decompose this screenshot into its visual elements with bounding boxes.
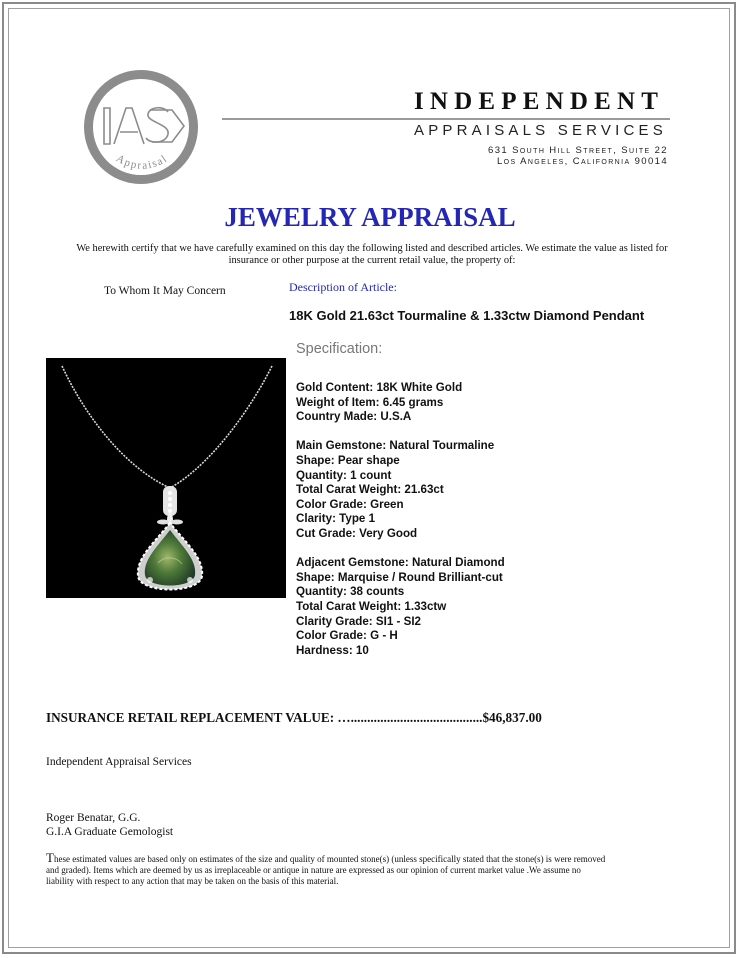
spec-country: Country Made: U.S.A (296, 410, 412, 424)
header-rule (222, 118, 670, 120)
document-title: JEWELRY APPRAISAL (224, 202, 516, 232)
spec-adjacent-color: Color Grade: G - H (296, 629, 398, 643)
signatory-title: G.I.A Graduate Gemologist (46, 826, 174, 838)
spec-main-quantity: Quantity: 1 count (296, 468, 392, 482)
disclaimer: These estimated values are based only on estimates of the size and quality of mounted stone(s) (unless specifically stated that the stone(s) is were removed and graded). Items which are deemed by us as irreplaceable or antique in nature are expressed as our opinion of current market value .We assume no liability with respect to any action that may be taken on the basis of this material. (46, 850, 606, 887)
spec-main-carat: Total Carat Weight: 21.63ct (296, 483, 444, 497)
spec-adjacent-clarity: Clarity Grade: SI1 - SI2 (296, 614, 422, 628)
adjacent-gemstone-details (296, 556, 505, 658)
recipient: To Whom It May Concern (104, 285, 226, 297)
spec-weight: Weight of Item: 6.45 grams (296, 395, 444, 409)
specification-label: Specification: (296, 341, 383, 357)
spec-main-color: Color Grade: Green (296, 497, 404, 511)
spec-main-cut: Cut Grade: Very Good (296, 526, 418, 540)
spec-gold-content: Gold Content: 18K White Gold (296, 381, 463, 394)
company-name: INDEPENDENT (414, 88, 665, 115)
issuer-name: Independent Appraisal Services (46, 756, 192, 768)
gold-details (296, 381, 505, 425)
ias-logo (80, 66, 202, 188)
spec-adjacent-quantity: Quantity: 38 counts (296, 585, 405, 599)
spec-main-gemstone: Main Gemstone: Natural Tourmaline (296, 439, 495, 453)
description-label: Description of Article: (289, 280, 397, 294)
company-subtitle: APPRAISALS SERVICES (414, 122, 667, 139)
address-line-2: Los Angeles, California 90014 (497, 156, 668, 167)
spec-adjacent-carat: Total Carat Weight: 1.33ctw (296, 599, 447, 613)
certification-intro: We herewith certify that we have carefully examined on this day the following listed and described articles. We estimate the value as listed for insurance or other purpose at the current retail value, the property of: (76, 243, 668, 266)
specification-list (296, 381, 505, 673)
insurance-value: INSURANCE RETAIL REPLACEMENT VALUE: …........................................$46,837.00 (46, 710, 542, 725)
main-gemstone-details (296, 439, 505, 541)
article-title: 18K Gold 21.63ct Tourmaline & 1.33ctw Diamond Pendant (289, 308, 645, 323)
spec-adjacent-shape: Shape: Marquise / Round Brilliant-cut (296, 570, 503, 584)
signatory-name: Roger Benatar, G.G. (46, 812, 141, 824)
address-line-1: 631 South Hill Street, Suite 22 (488, 145, 668, 156)
spec-main-clarity: Clarity: Type 1 (296, 512, 376, 526)
spec-adjacent-hardness: Hardness: 10 (296, 643, 369, 657)
spec-main-shape: Shape: Pear shape (296, 453, 400, 467)
pendant-photo (46, 358, 286, 598)
logo-ring-text: Appraisal (113, 152, 171, 172)
spec-adjacent-gemstone: Adjacent Gemstone: Natural Diamond (296, 556, 505, 570)
